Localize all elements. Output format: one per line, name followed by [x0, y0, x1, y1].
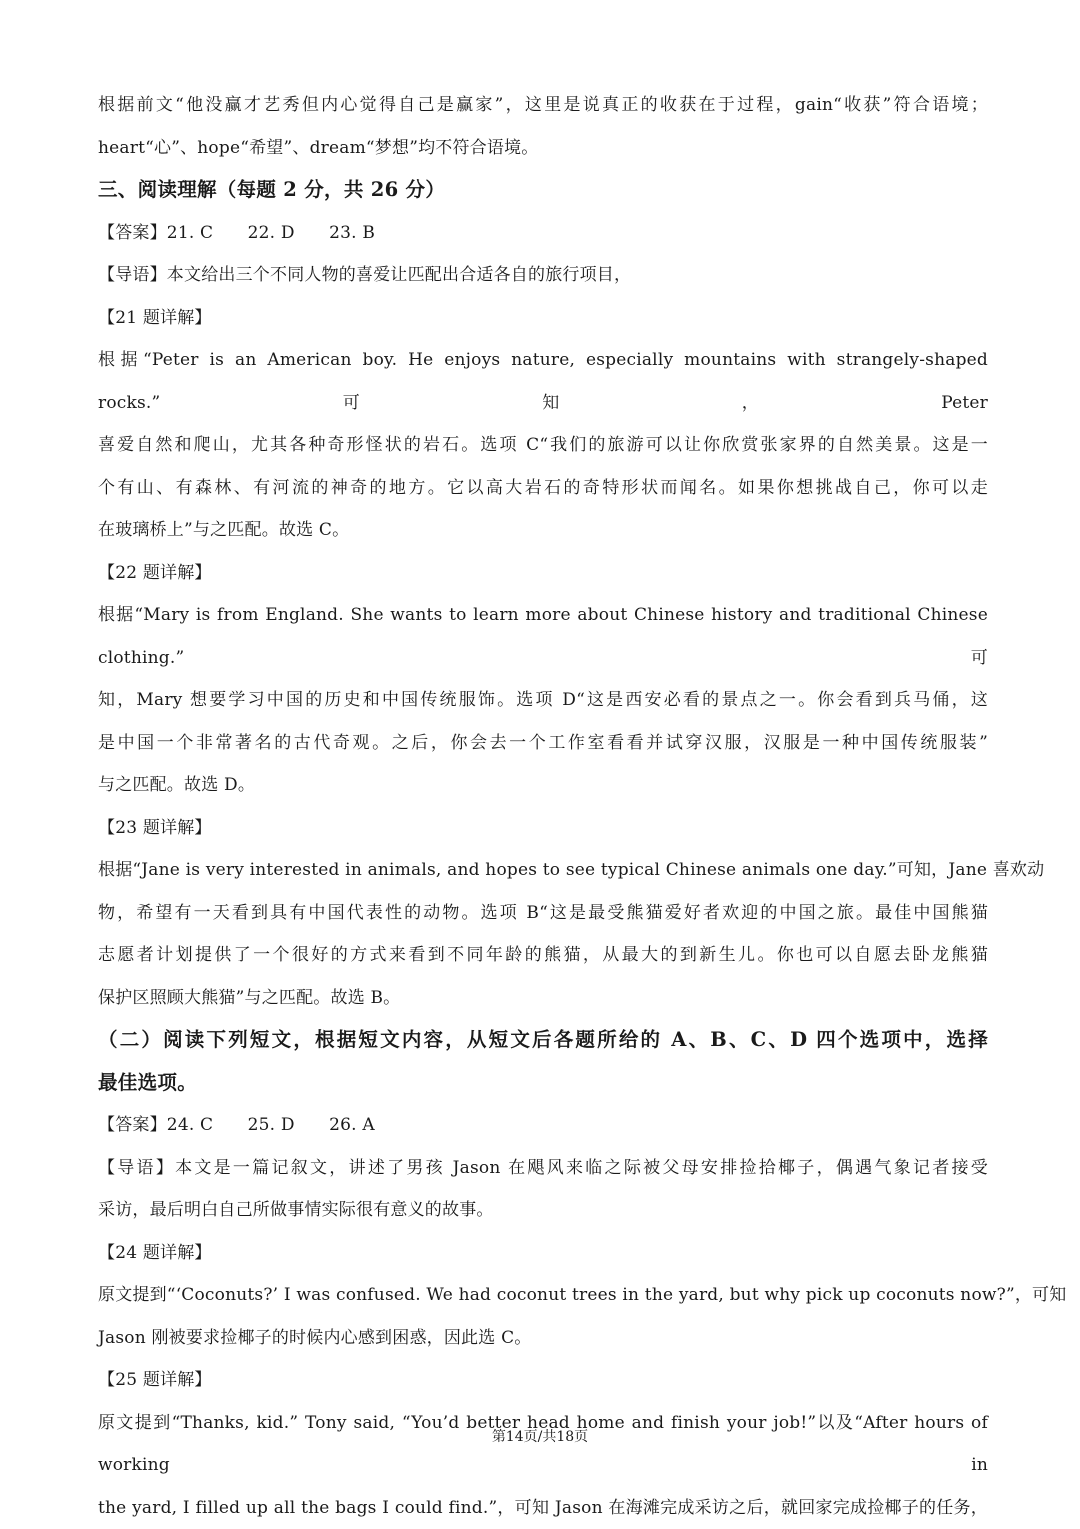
intro-line: 【导语】本文给出三个不同人物的喜爱让匹配出合适各自的旅行项目，	[98, 254, 988, 297]
text-line: 在玻璃桥上”与之匹配。故选 C。	[98, 509, 988, 552]
text-line: 物，希望有一天看到具有中国代表性的动物。选项 B“这是最受熊猫爱好者欢迎的中国之旅。最佳中国熊猫	[98, 892, 988, 935]
text-line: 原文提到“Thanks, kid.” Tony said, “You’d better head home and finish your job!”以及“After hours of working in	[98, 1402, 988, 1487]
section-heading: 三、阅读理解（每题 2 分，共 26 分）	[98, 169, 988, 212]
text-line: 是中国一个非常著名的古代奇观。之后，你会去一个工作室看看并试穿汉服，汉服是一种中国传统服装”	[98, 722, 988, 765]
question-heading: 【22 题详解】	[98, 552, 988, 595]
text-line: the yard, I filled up all the bags I could find.”，可知 Jason 在海滩完成采访之后，就回家完成捡椰子的任务，	[98, 1487, 988, 1529]
question-heading: 【25 题详解】	[98, 1359, 988, 1402]
text-line: 喜爱自然和爬山，尤其各种奇形怪状的岩石。选项 C“我们的旅游可以让你欣赏张家界的自然美景。这是一	[98, 424, 988, 467]
intro-line: 采访，最后明白自己所做事情实际很有意义的故事。	[98, 1189, 988, 1232]
text-line: 根据“Mary is from England. She wants to learn more about Chinese history and traditional Chinese clothing.”可	[98, 594, 988, 679]
text-line: 根据前文“他没赢才艺秀但内心觉得自己是赢家”，这里是说真正的收获在于过程，gain“收获”符合语境；	[98, 84, 988, 127]
question-heading: 【24 题详解】	[98, 1232, 988, 1275]
question-heading: 【23 题详解】	[98, 807, 988, 850]
text-line: 知，Mary 想要学习中国的历史和中国传统服饰。选项 D“这是西安必看的景点之一。你会看到兵马俑，这	[98, 679, 988, 722]
intro-line: 【导语】本文是一篇记叙文，讲述了男孩 Jason 在飓风来临之际被父母安排捡拾椰子，偶遇气象记者接受	[98, 1147, 988, 1190]
question-heading: 【21 题详解】	[98, 297, 988, 340]
answer-line: 【答案】24. C 25. D 26. A	[98, 1104, 988, 1147]
text-line: 原文提到“‘Coconuts?’ I was confused. We had coconut trees in the yard, but why pick up coconuts now?”，可知	[98, 1274, 988, 1317]
text-line: 个有山、有森林、有河流的神奇的地方。它以高大岩石的奇特形状而闻名。如果你想挑战自己，你可以走	[98, 467, 988, 510]
document-body	[98, 84, 988, 1529]
text-line: heart“心”、hope“希望”、dream“梦想”均不符合语境。	[98, 127, 988, 170]
text-line: 志愿者计划提供了一个很好的方式来看到不同年龄的熊猫，从最大的到新生儿。你也可以自愿去卧龙熊猫	[98, 934, 988, 977]
answer-line: 【答案】21. C 22. D 23. B	[98, 212, 988, 255]
text-line: 与之匹配。故选 D。	[98, 764, 988, 807]
page-number: 第14页/共18页	[0, 1426, 1080, 1446]
text-line: 根据“Jane is very interested in animals, and hopes to see typical Chinese animals one day.”可知，Jane 喜欢动	[98, 849, 988, 892]
section-heading: （二）阅读下列短文，根据短文内容，从短文后各题所给的 A、B、C、D 四个选项中，选择	[98, 1019, 988, 1062]
section-heading: 最佳选项。	[98, 1062, 988, 1105]
text-line: 根据“Peter is an American boy. He enjoys nature, especially mountains with strangely-shaped rocks.”可知，Peter	[98, 339, 988, 424]
text-line: 保护区照顾大熊猫”与之匹配。故选 B。	[98, 977, 988, 1020]
text-line: Jason 刚被要求捡椰子的时候内心感到困惑，因此选 C。	[98, 1317, 988, 1360]
